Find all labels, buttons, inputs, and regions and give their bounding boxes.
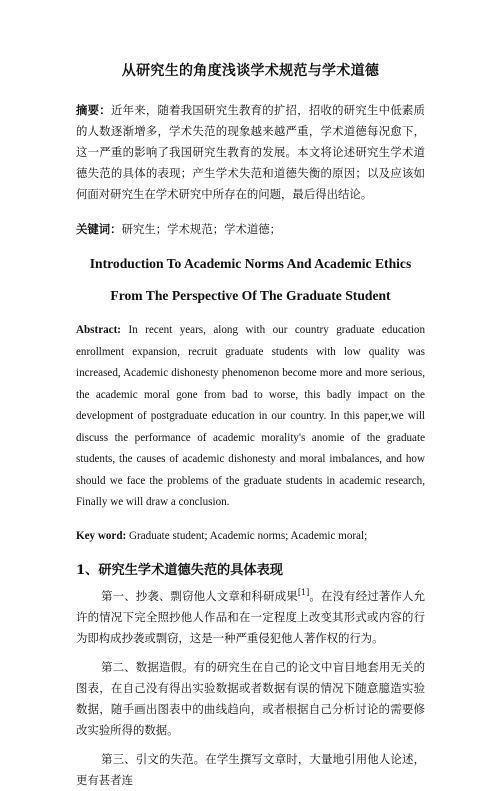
chinese-title: 从研究生的角度浅谈学术规范与学术道德 [121, 63, 380, 79]
section-1-paragraph-3: 第三、引文的失范。在学生撰写文章时，大量地引用他人论述，更有甚者连 [76, 752, 425, 787]
english-abstract-label: Abstract: [76, 324, 121, 336]
chinese-abstract [76, 100, 425, 205]
english-keywords-text: Graduate student; Academic norms; Academic moral; [129, 529, 368, 542]
citation-1[interactable]: [1] [297, 588, 310, 598]
chinese-keywords [76, 219, 425, 240]
chinese-abstract-text: 近年来，随着我国研究生教育的扩招，招收的研究生中低素质的人数逐渐增多，学术失范的现象越来越严重，学术道德每况愈下，这一严重的影响了我国研究生教育的发展。本文将论述研究生学术道德失范的具体的表现；产生学术失范和道德失衡的原因；以及应该如何面对研究生在学术研究中所存在的问题，最后得出结论。 [76, 103, 425, 201]
paragraph-1-text-end: 。在没有经过著作人允许的情况下完全照抄他人作品和在一定程度上改变其形式或内容的行为即构成抄袭或剽窃，这是一种严重侵犯他人著作权的行为。 [76, 589, 425, 645]
chinese-keywords-text: 研究生；学术规范；学术道德； [121, 222, 282, 236]
english-keywords [76, 526, 425, 548]
english-abstract [76, 320, 425, 514]
english-abstract-text: In recent years, along with our country graduate education enrollment expansion, recruit graduate students with low quality was increased, Academic dishonesty phenomenon become more and more serious, the academic moral gone from bad to worse, this badly impact on the development of postgraduate education in our country. In this paper,we will discuss the performance of academic morality's anomie of the graduate students, the causes of academic dishonesty and moral imbalances, and how should we face the problems of the graduate students in academic research, Finally we will draw a conclusion. [76, 324, 426, 508]
chinese-abstract-label: 摘要： [76, 103, 111, 117]
section-1-paragraph-2: 第二、数据造假。有的研究生在自己的论文中盲目地套用无关的图表，在自己没有得出实验数据或者数据有误的情况下随意臆造实验数据，随手画出图表中的曲线趋向，或者根据自己分析讨论的需要修改实验所得的数据。 [76, 660, 425, 737]
english-title-line-1: Introduction To Academic Norms And Academic Ethics [89, 256, 412, 271]
paper-body [76, 60, 425, 791]
chinese-keywords-label: 关键词： [76, 222, 122, 236]
section-1-paragraph-1 [76, 586, 425, 649]
english-keywords-label: Key word: [76, 529, 127, 542]
paragraph-1-text-start: 第一、抄袭、剽窃他人文章和科研成果 [101, 589, 298, 603]
section-1-heading: 1、研究生学术道德失范的具体表现 [76, 563, 283, 578]
english-title-line-2: From The Perspective Of The Graduate Student [110, 288, 391, 303]
